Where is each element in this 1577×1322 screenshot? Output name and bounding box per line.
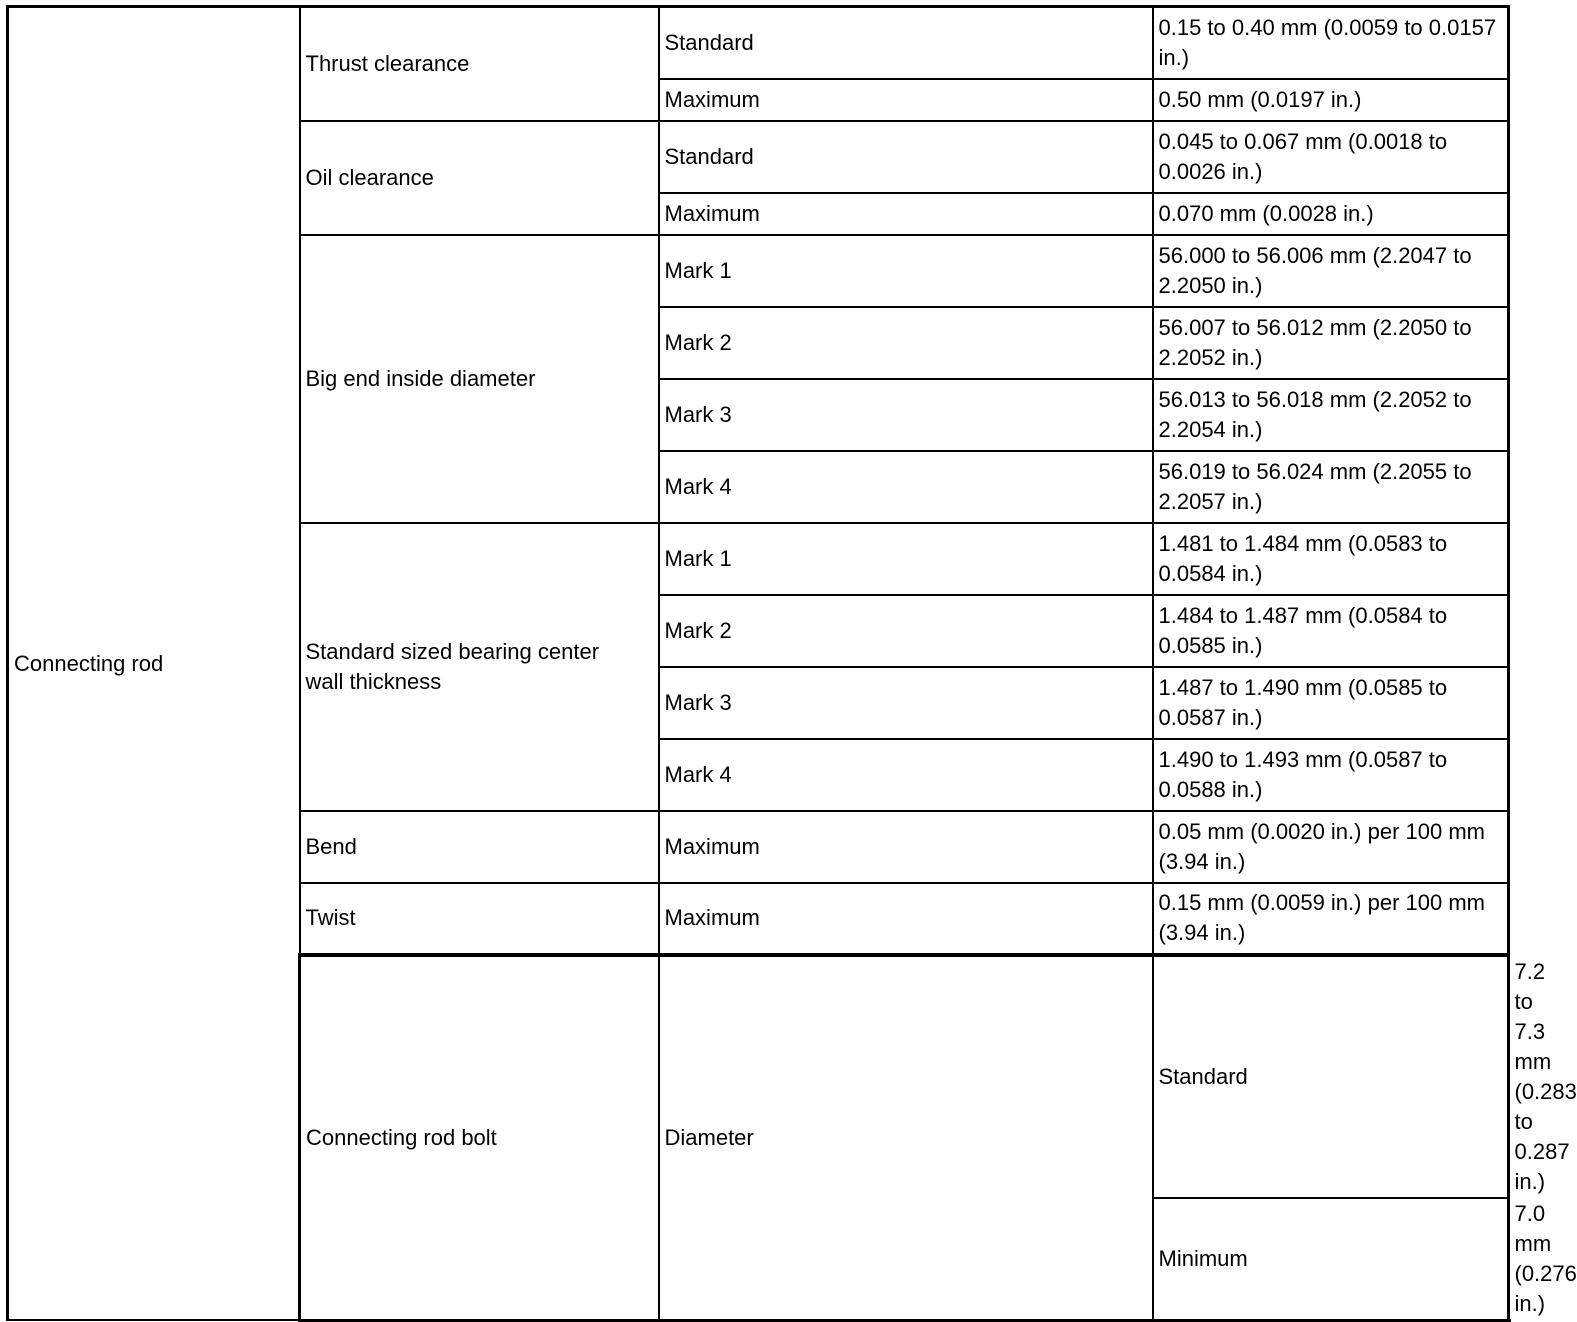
condition-cell: Mark 4: [659, 739, 1153, 811]
component-cell: Connecting rod bolt: [300, 955, 659, 1321]
value-cell: 0.05 mm (0.0020 in.) per 100 mm (3.94 in.): [1153, 811, 1509, 883]
condition-cell: Standard: [1153, 955, 1509, 1198]
specification-table: [6, 5, 1577, 1322]
parameter-cell: Thrust clearance: [300, 7, 659, 121]
value-cell: 0.50 mm (0.0197 in.): [1153, 79, 1509, 121]
value-cell: 1.487 to 1.490 mm (0.0585 to 0.0587 in.): [1153, 667, 1509, 739]
value-cell: 0.070 mm (0.0028 in.): [1153, 193, 1509, 235]
value-cell: 56.013 to 56.018 mm (2.2052 to 2.2054 in.): [1153, 379, 1509, 451]
value-cell: 56.007 to 56.012 mm (2.2050 to 2.2052 in.): [1153, 307, 1509, 379]
parameter-line: Standard sized bearing center: [305, 638, 600, 664]
parameter-cell: [300, 523, 659, 811]
condition-cell: Minimum: [1153, 1198, 1509, 1321]
condition-cell: Maximum: [659, 811, 1153, 883]
condition-cell: Maximum: [659, 883, 1153, 955]
value-cell: 56.019 to 56.024 mm (2.2055 to 2.2057 in.): [1153, 451, 1509, 523]
table-row: Connecting rod bolt Diameter Standard 7.2 to 7.3 mm (0.283 to 0.287 in.): [8, 955, 1509, 1198]
parameter-cell: Big end inside diameter: [300, 235, 659, 523]
condition-cell: Mark 2: [659, 307, 1153, 379]
condition-cell: Mark 2: [659, 595, 1153, 667]
table-row: Minimum 7.0 mm (0.276 in.): [8, 1198, 1509, 1321]
condition-cell: Standard: [659, 7, 1153, 79]
condition-cell: Mark 3: [659, 379, 1153, 451]
condition-cell: Mark 4: [659, 451, 1153, 523]
parameter-cell: Bend: [300, 811, 659, 883]
parameter-cell: Twist: [300, 883, 659, 955]
value-cell: 1.481 to 1.484 mm (0.0583 to 0.0584 in.): [1153, 523, 1509, 595]
component-cell: Connecting rod: [8, 7, 300, 1321]
value-cell: 1.490 to 1.493 mm (0.0587 to 0.0588 in.): [1153, 739, 1509, 811]
condition-cell: Mark 1: [659, 523, 1153, 595]
condition-cell: Maximum: [659, 79, 1153, 121]
parameter-cell: Diameter: [659, 955, 1153, 1321]
table-row: [8, 7, 1509, 79]
condition-cell: Standard: [659, 121, 1153, 193]
condition-cell: Mark 1: [659, 235, 1153, 307]
value-cell: 0.15 to 0.40 mm (0.0059 to 0.0157 in.): [1153, 7, 1509, 79]
value-cell: 56.000 to 56.006 mm (2.2047 to 2.2050 in.): [1153, 235, 1509, 307]
parameter-line: wall thickness: [305, 668, 442, 694]
condition-cell: Mark 3: [659, 667, 1153, 739]
condition-cell: Maximum: [659, 193, 1153, 235]
value-cell: 0.045 to 0.067 mm (0.0018 to 0.0026 in.): [1153, 121, 1509, 193]
value-cell: 1.484 to 1.487 mm (0.0584 to 0.0585 in.): [1153, 595, 1509, 667]
parameter-cell: Oil clearance: [300, 121, 659, 235]
value-cell: 0.15 mm (0.0059 in.) per 100 mm (3.94 in.): [1153, 883, 1509, 955]
